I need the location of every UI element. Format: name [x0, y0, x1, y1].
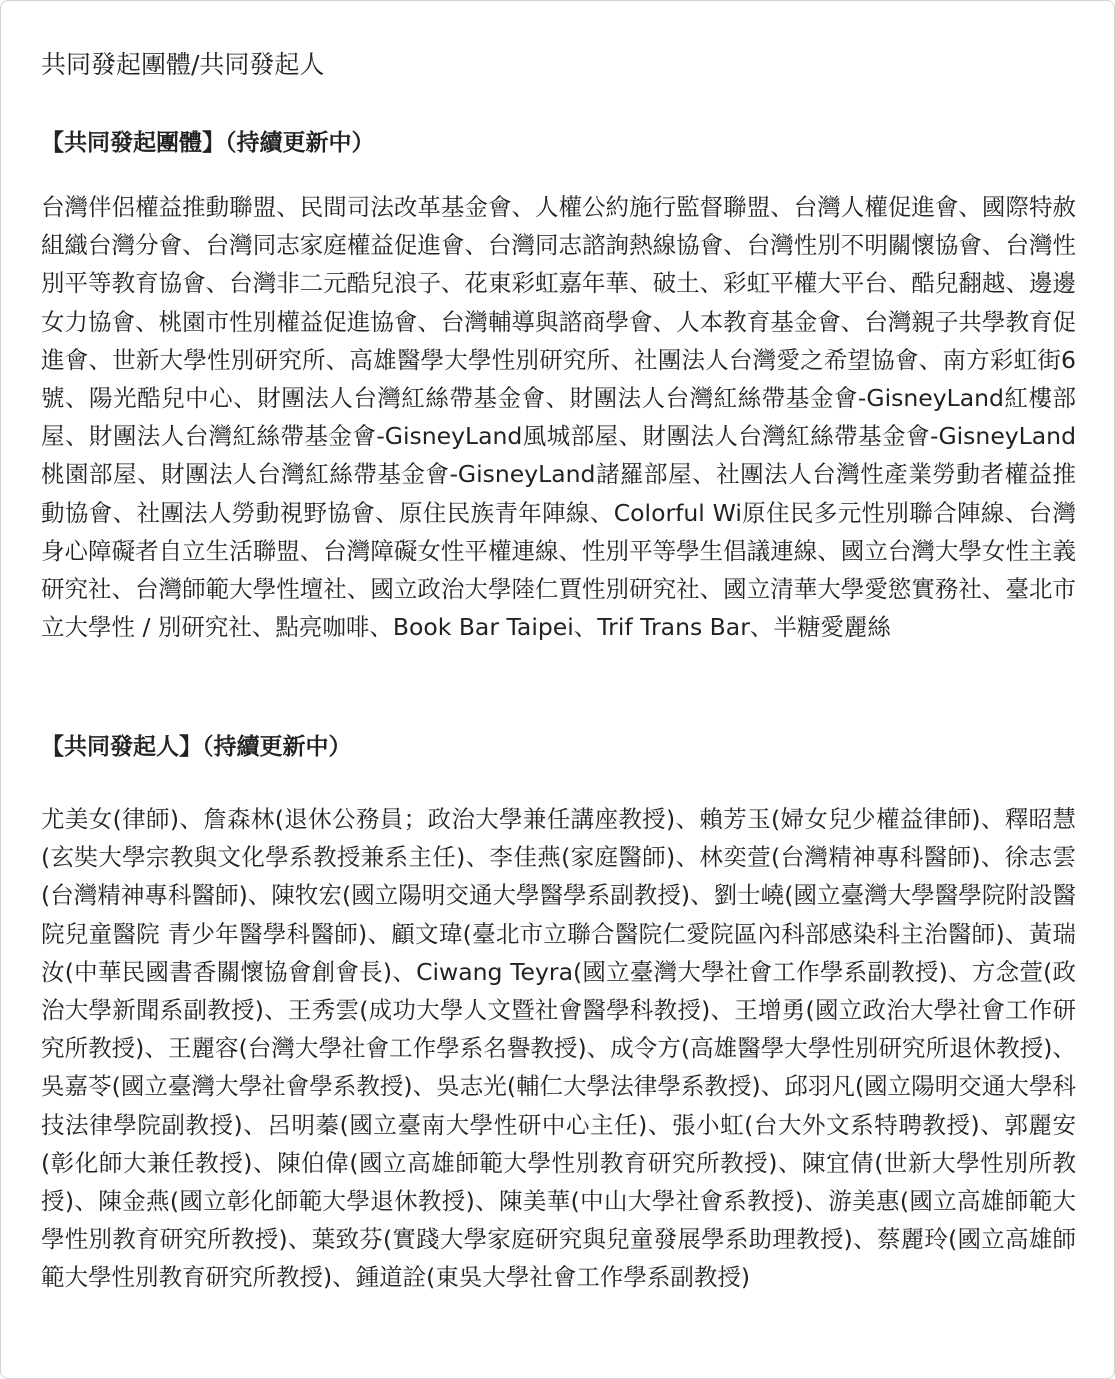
orgs-list: 台灣伴侶權益推動聯盟、民間司法改革基金會、人權公約施行監督聯盟、台灣人權促進會、國際特赦組織台灣分會、台灣同志家庭權益促進會、台灣同志諮詢熱線協會、台灣性別不明關懷協會、台灣性別平等教育協會、台灣非二元酷兒浪子、花東彩虹嘉年華、破土、彩虹平權大平台、酷兒翻越、邊邊女力協會、桃園市性別權益促進協會、台灣輔導與諮商學會、人本教育基金會、台灣親子共學教育促進會、世新大學性別研究所、高雄醫學大學性別研究所、社團法人台灣愛之希望協會、南方彩虹街6號、陽光酷兒中心、財團法人台灣紅絲帶基金會、財團法人台灣紅絲帶基金會-GisneyLand紅樓部屋、財團法人台灣紅絲帶基金會-GisneyLand風城部屋、財團法人台灣紅絲帶基金會-GisneyLand桃園部屋、財團法人台灣紅絲帶基金會-GisneyLand諸羅部屋、社團法人台灣性產業勞動者權益推動協會、社團法人勞動視野協會、原住民族青年陣線、Colorful Wi原住民多元性別聯合陣線、台灣身心障礙者自立生活聯盟、台灣障礙女性平權連線、性別平等學生倡議連線、國立台灣大學女性主義研究社、台灣師範大學性壇社、國立政治大學陸仁賈性別研究社、國立清華大學愛慾實務社、臺北市立大學性 / 別研究社、點亮咖啡、Book Bar Taipei、Trif Trans Bar、半糖愛麗絲	[41, 193, 1076, 642]
page-title: 共同發起團體/共同發起人	[41, 50, 325, 79]
people-list: 尤美女(律師)、詹森林(退休公務員；政治大學兼任講座教授)、賴芳玉(婦女兒少權益律師)、釋昭慧(玄奘大學宗教與文化學系教授兼系主任)、李佳燕(家庭醫師)、林奕萱(台灣精神專科醫師)、徐志雲(台灣精神專科醫師)、陳牧宏(國立陽明交通大學醫學系副教授)、劉士嶢(國立臺灣大學醫學院附設醫院兒童醫院 青少年醫學科醫師)、顧文瑋(臺北市立聯合醫院仁愛院區內科部感染科主治醫師)、黃瑞汝(中華民國書香關懷協會創會長)、Ciwang Teyra(國立臺灣大學社會工作學系副教授)、方念萱(政治大學新聞系副教授)、王秀雲(成功大學人文暨社會醫學科教授)、王增勇(國立政治大學社會工作研究所教授)、王麗容(台灣大學社會工作學系名譽教授)、成令方(高雄醫學大學性別研究所退休教授)、吳嘉苓(國立臺灣大學社會學系教授)、吳志光(輔仁大學法律學系教授)、邱羽凡(國立陽明交通大學科技法律學院副教授)、呂明蓁(國立臺南大學性研中心主任)、張小虹(台大外文系特聘教授)、郭麗安(彰化師大兼任教授)、陳伯偉(國立高雄師範大學性別教育研究所教授)、陳宜倩(世新大學性別所教授)、陳金燕(國立彰化師範大學退休教授)、陳美華(中山大學社會系教授)、游美惠(國立高雄師範大學性別教育研究所教授)、葉致芬(實踐大學家庭研究與兒童發展學系助理教授)、蔡麗玲(國立高雄師範大學性別教育研究所教授)、鍾道詮(東吳大學社會工作學系副教授)	[41, 805, 1076, 1292]
orgs-heading: 【共同發起團體】（持續更新中）	[41, 130, 375, 156]
people-heading: 【共同發起人】（持續更新中）	[41, 734, 352, 760]
